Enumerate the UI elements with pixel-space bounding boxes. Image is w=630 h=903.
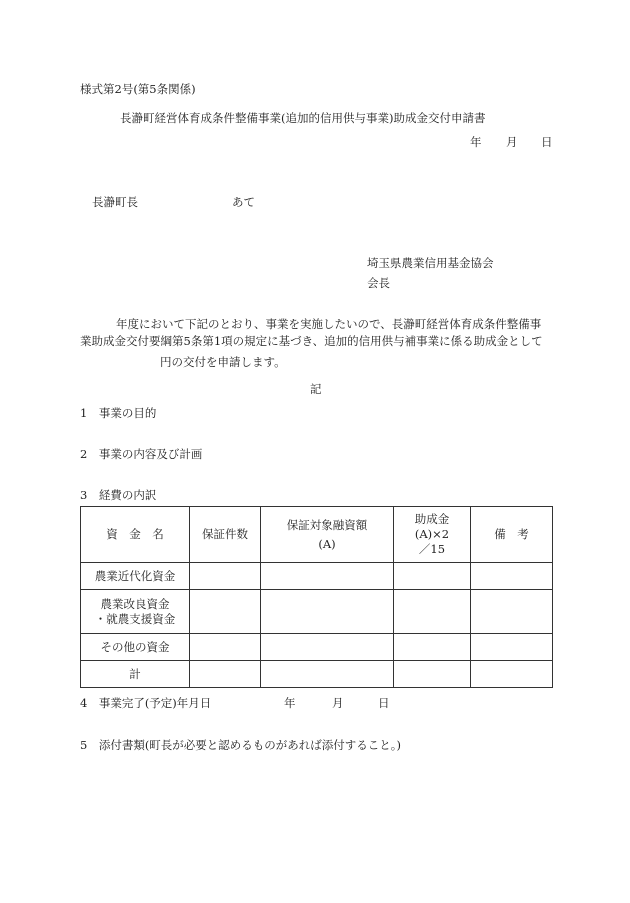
item-1: 1 事業の目的 xyxy=(80,406,157,420)
row-cell xyxy=(261,634,394,661)
row-cell xyxy=(394,563,471,590)
table-header-row xyxy=(81,507,553,563)
item-4-day: 日 xyxy=(378,696,390,710)
row-fund-name xyxy=(81,590,190,634)
item-2: 2 事業の内容及び計画 xyxy=(80,447,203,461)
row-fund-name-line1: 農業改良資金 xyxy=(100,596,170,611)
table-row xyxy=(81,634,553,661)
date-month: 月 xyxy=(506,135,518,149)
row-fund-name-line2: ・就農支援資金 xyxy=(94,611,176,626)
applicant-org: 埼玉県農業信用基金協会 xyxy=(367,256,494,270)
document-title: 長瀞町経営体育成条件整備事業(追加的信用供与事業)助成金交付申請書 xyxy=(120,111,486,125)
body-line-1: 年度において下記のとおり、事業を実施したいので、長瀞町経営体育成条件整備事 xyxy=(116,317,542,331)
header-subsidy xyxy=(394,507,471,563)
row-cell xyxy=(190,634,261,661)
header-guarantee-count: 保証件数 xyxy=(190,507,261,563)
item-4-year: 年 xyxy=(284,696,296,710)
row-cell xyxy=(471,563,553,590)
row-cell xyxy=(261,661,394,688)
header-subsidy-line3: ／15 xyxy=(418,542,446,556)
header-guarantee-amount-a: (A) xyxy=(318,536,336,551)
item-4-month: 月 xyxy=(332,696,344,710)
row-cell xyxy=(471,634,553,661)
row-cell xyxy=(190,590,261,634)
header-subsidy-line1: 助成金 xyxy=(414,512,450,526)
header-guarantee-amount xyxy=(261,507,394,563)
item-5: 5 添付書類(町長が必要と認めるものがあれば添付すること。) xyxy=(80,738,402,752)
header-fund-name: 資 金 名 xyxy=(81,507,190,563)
table-row-total xyxy=(81,661,553,688)
ki-heading: 記 xyxy=(310,382,322,396)
row-cell xyxy=(471,590,553,634)
row-cell xyxy=(394,634,471,661)
date-year: 年 xyxy=(470,135,482,149)
row-cell xyxy=(471,661,553,688)
row-total-label: 計 xyxy=(81,661,190,688)
item-4-label: 4 事業完了(予定)年月日 xyxy=(80,696,212,710)
form-number: 様式第2号(第5条関係) xyxy=(80,82,196,96)
row-cell xyxy=(261,590,394,634)
table-row xyxy=(81,563,553,590)
body-line-2: 業助成金交付要綱第5条第1項の規定に基づき、追加的信用供与補事業に係る助成金として xyxy=(80,334,543,348)
row-cell xyxy=(394,661,471,688)
row-cell xyxy=(190,563,261,590)
applicant-title: 会長 xyxy=(367,276,390,290)
addressee-suffix: あて xyxy=(232,195,255,209)
table-row xyxy=(81,590,553,634)
addressee-name: 長瀞町長 xyxy=(92,195,138,209)
header-guarantee-amount-label: 保証対象融資額 xyxy=(286,517,368,532)
row-cell xyxy=(190,661,261,688)
body-line-3: 円の交付を申請します。 xyxy=(160,355,286,369)
item-3: 3 経費の内訳 xyxy=(80,488,157,502)
row-fund-name: その他の資金 xyxy=(81,634,190,661)
row-cell xyxy=(394,590,471,634)
row-cell xyxy=(261,563,394,590)
date-day: 日 xyxy=(541,135,553,149)
header-subsidy-line2: (A)×2 xyxy=(414,527,450,541)
header-remarks: 備 考 xyxy=(471,507,553,563)
expense-table xyxy=(80,506,553,688)
row-fund-name: 農業近代化資金 xyxy=(81,563,190,590)
